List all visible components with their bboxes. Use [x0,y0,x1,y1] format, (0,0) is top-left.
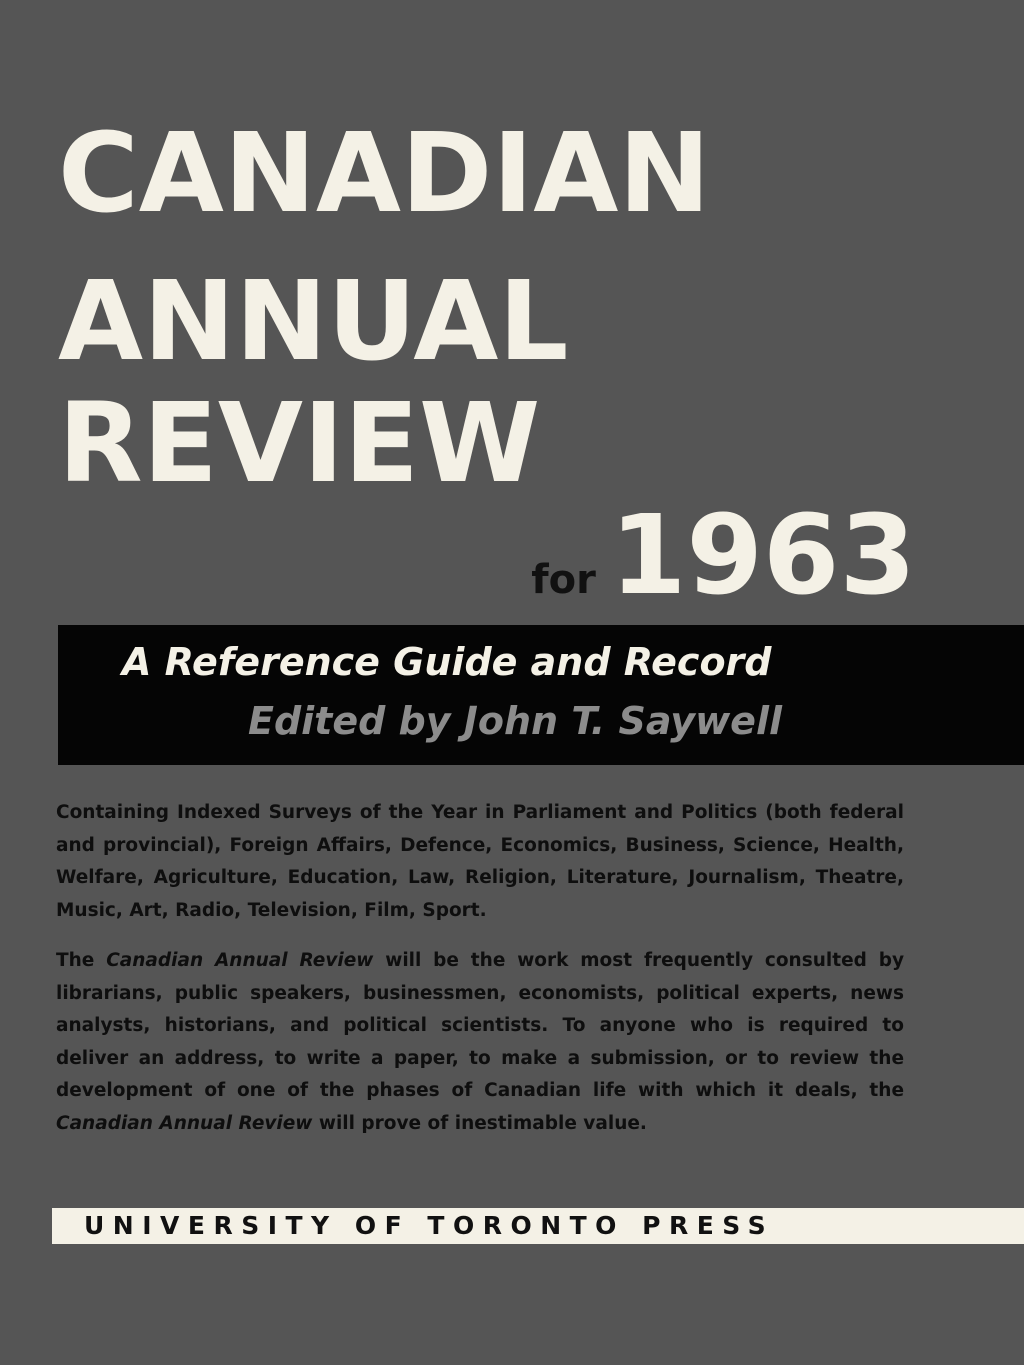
description-text-1: The [56,950,107,971]
publisher-name: UNIVERSITY OF TORONTO PRESS [84,1211,775,1240]
description-paragraph [56,945,904,1140]
editor-credit: Edited by John T. Saywell [248,699,783,743]
description-italic-title-1: Canadian Annual Review [106,950,374,971]
title-line-canadian: CANADIAN [58,109,711,237]
description-italic-title-2: Canadian Annual Review [56,1112,313,1134]
description-text-2: will be the work most frequently consulted by librarians, public speakers, businessmen, economists, political experts, news analysts, historians, and political scientists. To anyone who is required to deliver an address, to write a paper, to make a submission, or to review the development of one of the phases of Canadian life with which it deals, the [56,950,905,1101]
title-line-review: REVIEW [58,379,541,507]
contents-paragraph: Containing Indexed Surveys of the Year in Parliament and Politics (both federal and provincial), Foreign Affairs, Defence, Economics, Business, Science, Health, Welfare, Agriculture, Education, Law, Religion, Literature, Journalism, Theatre, Music, Art, Radio, Television, Film, Sport. [56,802,904,921]
title-line-annual: ANNUAL [58,257,569,385]
title-year-group [531,491,916,619]
description-text-3: will prove of inestimable value. [312,1112,647,1134]
title-for-word: for [531,557,596,603]
title-year: 1963 [609,491,916,619]
subtitle: A Reference Guide and Record [122,640,772,684]
